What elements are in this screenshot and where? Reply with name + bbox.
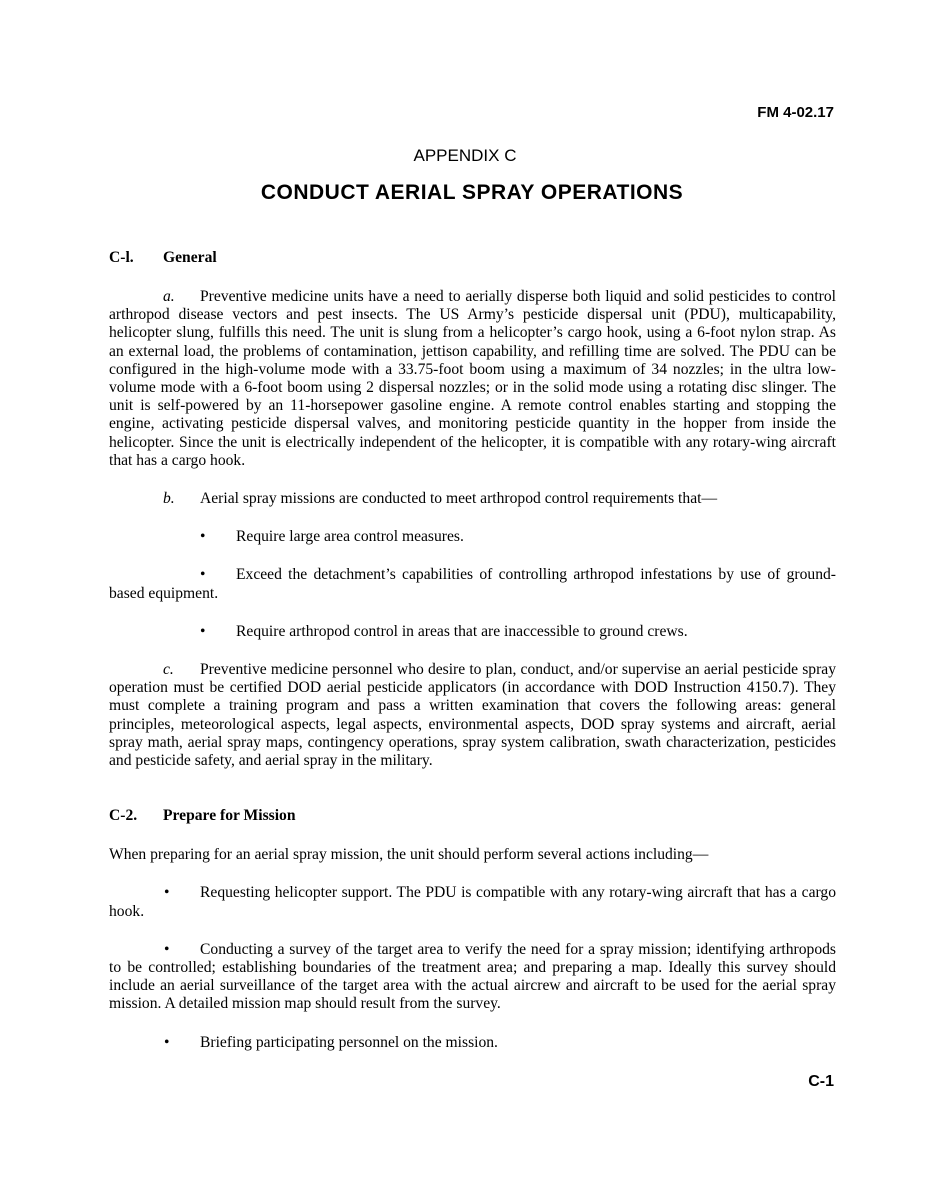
bullet-icon: • [164,940,170,958]
list-item-text: Briefing participating personnel on the mission. [200,1033,498,1051]
bullet-icon: • [164,884,170,902]
paragraph-a [109,288,836,470]
document-body [109,246,836,1052]
list-item-text: Requesting helicopter support. The PDU is compatible with any rotary-wing aircraft that has a cargo hook. [109,884,836,920]
section-title: General [163,249,217,266]
list-item [109,623,836,641]
list-item [109,1034,836,1052]
bullet-icon: • [200,622,206,640]
list-item-text: Require large area control measures. [236,528,464,546]
list-item [109,566,836,602]
document-number: FM 4-02.17 [757,104,834,121]
bullet-icon: • [164,1033,170,1051]
paragraph-letter: c. [163,661,174,679]
list-item-text: Conducting a survey of the target area to verify the need for a spray mission; identifying arthropods to be controlled; establishing boundaries of the treatment area; and preparing a map. Ideally this survey should include an aerial surveillance of the target area with the actual aircrew and aircraft to be used for the aerial spray mission. A detailed mission map should result from the survey. [109,940,836,1013]
paragraph-b [109,490,836,508]
section-title: Prepare for Mission [163,807,296,825]
section-number: C-2. [109,807,138,825]
list-item [109,528,836,546]
paragraph-text: Aerial spray missions are conducted to meet arthropod control requirements that— [200,490,718,508]
list-item-text: Exceed the detachment’s capabilities of controlling arthropod infestations by use of ground-based equipment. [109,566,836,602]
paragraph-letter: a. [163,288,175,305]
page-number: C-1 [808,1073,834,1090]
bullet-icon: • [200,528,206,546]
section-heading-prepare [109,804,836,826]
section-intro: When preparing for an aerial spray mission, the unit should perform several actions including— [109,846,709,864]
section-heading-general [109,246,836,268]
paragraph-c [109,661,836,770]
paragraph-text: Preventive medicine personnel who desire to plan, conduct, and/or supervise an aerial pesticide spray operation must be certified DOD aerial pesticide applicators (in accordance with DOD Instruction 4150.7). They must complete a training program and pass a written examination that covers the following areas: general principles, meteorological aspects, legal aspects, environmental aspects, DOD spray systems and aircraft, aerial spray math, aerial spray maps, contingency operations, spray system calibration, swath characterization, pesticides and pesticide safety, and aerial spray in the military. [109,661,836,770]
paragraph-text: Preventive medicine units have a need to aerially disperse both liquid and solid pesticides to control arthropod disease vectors and pest insects. The US Army’s pesticide dispersal unit (PDU), multicapability, helicopter slung, fulfills this need. The unit is slung from a helicopter’s cargo hook, using a 6-foot nylon strap. As an external load, the problems of contamination, jettison capability, and refilling time are solved. The PDU can be configured in the high-volume mode with a 33.75-foot boom using a maximum of 34 nozzles; in the ultra low-volume mode with a 6-foot boom using 2 dispersal nozzles; or in the solid mode using a rotating disc slinger. The unit is self-powered by an 11-horsepower gasoline engine. A remote control enables starting and stopping the engine, activating pesticide dispersal valves, and monitoring pesticide quantity in the hopper from inside the helicopter. Since the unit is electrically independent of the helicopter, it is compatible with any rotary-wing aircraft that has a cargo hook. [109,288,836,469]
bullet-icon: • [200,566,206,584]
page-title: CONDUCT AERIAL SPRAY OPERATIONS [260,181,684,204]
section-number: C-l. [109,249,134,266]
list-item [109,884,836,920]
appendix-label: APPENDIX C [413,146,517,165]
paragraph-letter: b. [163,490,175,508]
list-item-text: Require arthropod control in areas that are inaccessible to ground crews. [236,622,688,640]
list-item [109,941,836,1014]
